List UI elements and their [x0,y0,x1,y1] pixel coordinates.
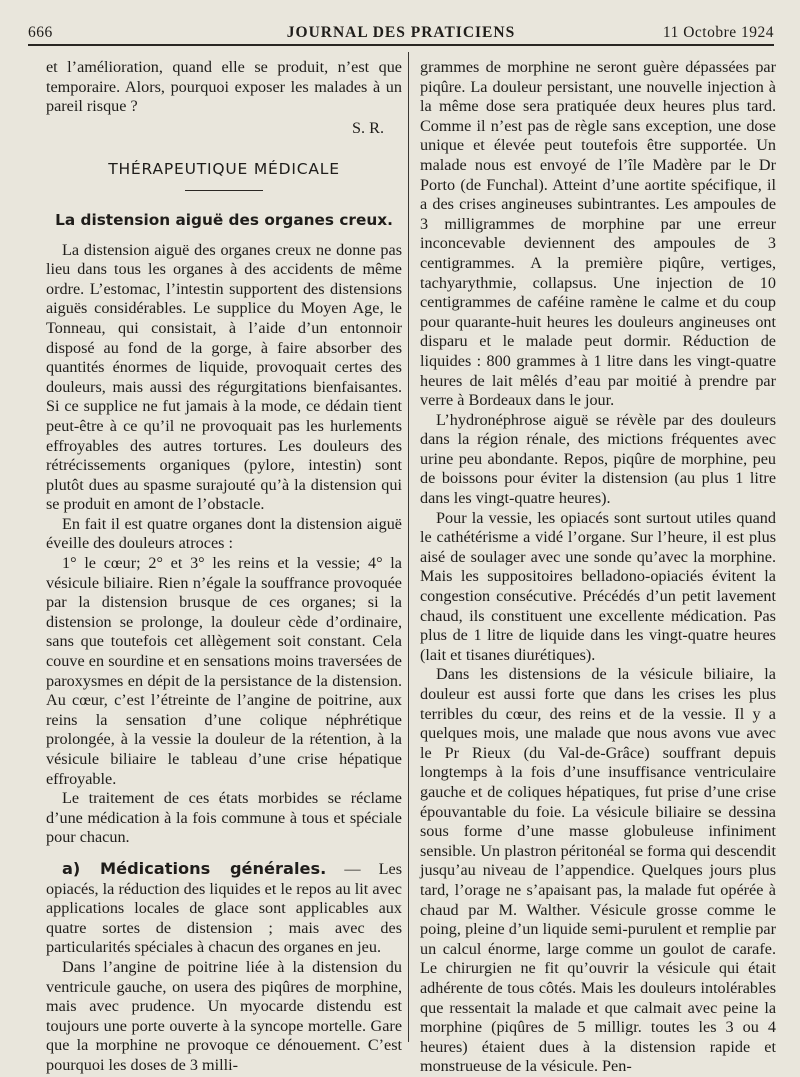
paragraph [46,859,402,958]
page-number: 666 [28,24,53,41]
subsection-title: a) Médications générales. [62,858,327,878]
paragraph: Le traitement de ces états morbides se réclame d’une médication à la fois commune à tous et spéciale pour chacun. [46,789,402,847]
paragraph: Pour la vessie, les opiacés sont surtout utiles quand le cathétérisme a vidé l’organe. Sur l’heure, il est plus aisé de soulager avec une sonde qu’avec la morphine. Mais les suppositoires belladono-opiaciés évitent la congestion consécutive. Précédés d’un petit lavement chaud, ils constituent une excellente médication. Pas plus de 1 litre de liquide dans les vingt-quatre heures (lait et tisanes diurétiques). [420,508,776,664]
paragraph: 1° le cœur; 2° et 3° les reins et la vessie; 4° la vésicule biliaire. Rien n’égale la souffrance provoquée par la distension brusque de ces organes; si la distension se prolonge, la douleur cède d’ordinaire, sans que toutefois cet allègement soit constant. Cela couve en sourdine et en sensations moins traversées de paroxysmes en dépit de la persistance de la distension. Au cœur, c’est l’étreinte de l’angine de poitrine, aux reins la sensation d’une colique néphrétique prolongée, à la vessie la douleur de la rétention, à la vésicule biliaire le tableau d’une crise hépatique effroyable. [46,554,402,788]
paragraph: En fait il est quatre organes dont la distension aiguë éveille des douleurs atroces : [46,514,402,553]
journal-title: JOURNAL DES PRATICIENS [286,24,516,41]
column-divider [408,52,409,1042]
left-column [46,58,402,1076]
right-column [420,58,776,1077]
paragraph: grammes de morphine ne seront guère dépassées par piqûre. La douleur persistant, une nouvelle injection à la même dose sera pratiquée deux heures plus tard. Comme il n’est pas de règle sans exception, une dose unique et élevée peut toutefois être supportée. Un malade nous est envoyé de l’île Madère par le Dr Porto (de Funchal). Atteint d’une aortite spécifique, il a des crises angineuses subintrantes. Les ampoules de 3 milligrammes de morphine par une erreur inconcevable deviennent des ampoules de 3 centigrammes. A la première piqûre, vertiges, tachyarythmie, collapsus. Une injection de 10 centigrammes de caféine ramène le calme et du coup pour quarante-huit heures les douleurs angineuses ont disparu et le malade peut dormir. Réduction de liquides : 800 grammes à 1 litre dans les vingt-quatre heures de lait mêlés d’eau par moitié à prendre par verre à Bordeaux dans le jour. [420,58,776,410]
header-rule [28,44,774,46]
issue-date: 11 Octobre 1924 [662,24,774,41]
article-title: La distension aiguë des organes creux. [55,210,393,229]
spacer [46,848,402,859]
paragraph-text: — Les opiacés, la réduction des liquides et le repos au lit avec applications locales de glace sont applicables aux quatre sortes de distension ; mais avec des particularités spéciales à chacun des organes en jeu. [46,859,402,957]
paragraph: Dans les distensions de la vésicule biliaire, la douleur est aussi forte que dans les crises les plus terribles du cœur, des reins et de la vessie. Il y a quelques mois, une malade que nous avons vue avec le Pr Rieux (du Val-de-Grâce) souffrant depuis longtemps à la fois d’une insuffisance ventriculaire gauche et de coliques hépatiques, fut prise d’une crise épouvantable du foie. La vésicule biliaire se dessina sous forme d’une masse globuleuse infiniment sensible. Un plastron péritonéal se forma qui descendit jusqu’au niveau de l’appendice. Quelques jours plus tard, l’orage ne s’apaisant pas, la malade fut opérée à chaud par M. Walther. Vésicule grosse comme le poing, pleine d’un liquide semi-purulent et remplie par un calcul énorme, large comme un goulot de carafe. Le chirurgien ne fit qu’ouvrir la vésicule qui était adhérente de tous côtés. Mais les douleurs intolérables que ressentait la malade et que calmait avec peine la morphine (piqûres de 5 milligr. toutes les 3 ou 4 heures) étaient dues à la distension rapide et monstrueuse de la vésicule. Pen- [420,665,776,1076]
author-signature: S. R. [352,118,384,137]
paragraph: L’hydronéphrose aiguë se révèle par des douleurs dans la région rénale, des mictions fréquentes avec urine peu abondante. Repos, piqûre de morphine, peu de boissons pour éviter la distension (au plus 1 litre dans les vingt-quatre heures). [420,410,776,508]
section-rule [185,190,263,191]
section-title: THÉRAPEUTIQUE MÉDICALE [108,160,340,179]
continued-paragraph: et l’amélioration, quand elle se produit, n’est que temporaire. Alors, pourquoi exposer les malades à un pareil risque ? [46,58,402,116]
paragraph: La distension aiguë des organes creux ne donne pas lieu dans tous les organes à des accidents de même ordre. L’estomac, l’intestin supportent des distensions aiguës considérables. Le supplice du Moyen Age, le Tonneau, qui consistait, à l’aide d’un entonnoir disposé au fond de la gorge, à faire absorber des quantités énormes de liquide, provoquait certes des douleurs, mais aussi des régurgitations bienfaisantes. Si ce supplice ne fut jamais à la mode, ce dédain tient peut-être à ce qu’il ne provoquait pas les hurlements effroyables des autres tortures. Les douleurs des rétrécissements organiques (pylore, intestin) sont plutôt dues au spasme surajouté qu’à la distension qui se produit en amont de l’obstacle. [46,240,402,514]
paragraph: Dans l’angine de poitrine liée à la distension du ventricule gauche, on usera des piqûres de morphine, mais avec prudence. Un myocarde distendu est toujours une porte ouverte à la syncope mortelle. Gare que la morphine ne provoque ce dénouement. C’est pourquoi les doses de 3 milli- [46,957,402,1074]
